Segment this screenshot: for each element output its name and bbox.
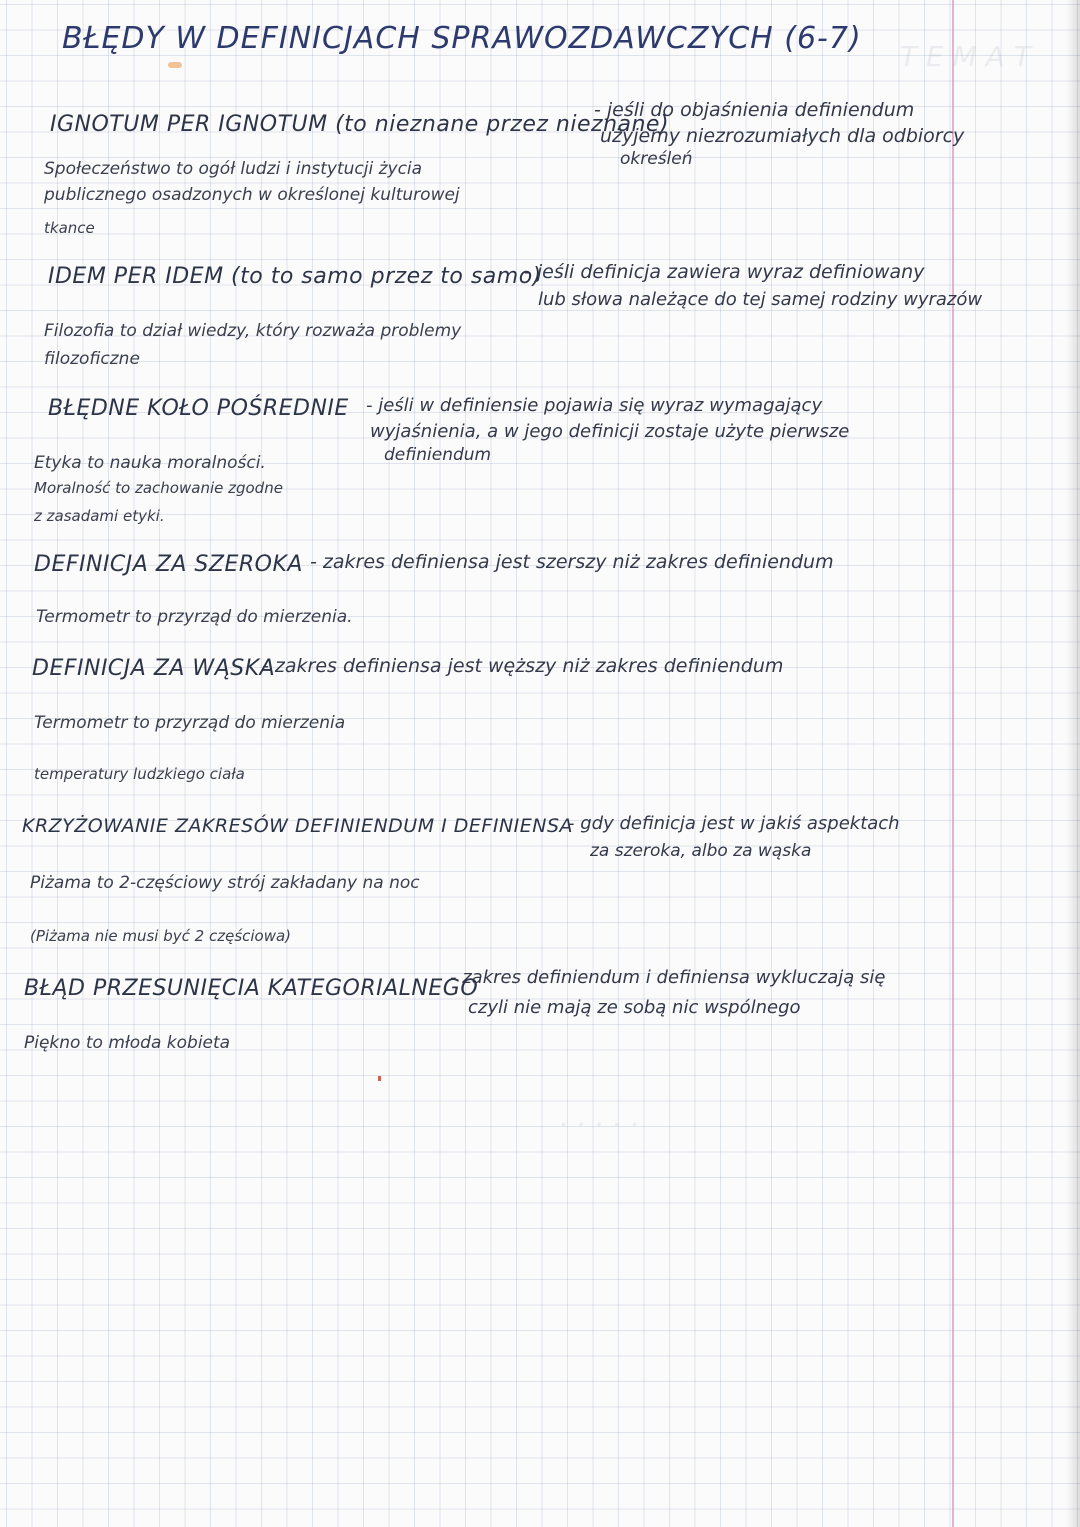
section-heading: BŁĄD PRZESUNIĘCIA KATEGORIALNEGO bbox=[24, 976, 479, 1001]
bleed-through: . . . . . bbox=[560, 1100, 641, 1133]
section-description: użyjemy niezrozumiałych dla odbiorcy bbox=[600, 125, 965, 147]
ink-mark bbox=[168, 62, 182, 68]
section-description: - jeśli definicja zawiera wyraz definiowany bbox=[524, 261, 925, 283]
section-description: - jeśli do objaśnienia definiendum bbox=[594, 99, 915, 121]
example-text: (Piżama nie musi być 2 częściowa) bbox=[30, 927, 292, 945]
example-text: publicznego osadzonych w określonej kulturowej bbox=[44, 185, 460, 205]
section-description: - zakres definiensa jest szerszy niż zakres definiendum bbox=[310, 551, 834, 573]
section-description: definiendum bbox=[384, 445, 492, 465]
ink-mark bbox=[378, 1076, 381, 1081]
section-heading: DEFINICJA ZA SZEROKA bbox=[34, 552, 303, 577]
section-description: czyli nie mają ze sobą nic wspólnego bbox=[468, 997, 801, 1018]
section-description: określeń bbox=[620, 149, 693, 169]
page-edge-shadow bbox=[1066, 0, 1080, 1527]
section-heading: DEFINICJA ZA WĄSKA bbox=[32, 656, 276, 681]
example-text: filozoficzne bbox=[44, 349, 140, 369]
section-description: - jeśli w definiensie pojawia się wyraz wymagający bbox=[366, 395, 823, 416]
page-title: BŁĘDY W DEFINICJACH SPRAWOZDAWCZYCH (6-7) bbox=[62, 21, 862, 56]
example-text: Termometr to przyrząd do mierzenia bbox=[34, 713, 346, 733]
example-text: Etyka to nauka moralności. bbox=[34, 453, 266, 473]
example-text: Piękno to młoda kobieta bbox=[24, 1033, 231, 1053]
example-text: Filozofia to dział wiedzy, który rozważa problemy bbox=[44, 321, 462, 341]
section-description: za szeroka, albo za wąska bbox=[590, 841, 812, 861]
section-description: lub słowa należące do tej samej rodziny wyrazów bbox=[538, 289, 983, 310]
example-text: Moralność to zachowanie zgodne bbox=[34, 479, 283, 497]
margin-line bbox=[952, 0, 954, 1527]
example-text: z zasadami etyki. bbox=[34, 507, 165, 525]
section-heading: IGNOTUM PER IGNOTUM (to nieznane przez nieznane) bbox=[50, 112, 670, 137]
section-description: - zakres definiendum i definiensa wykluczają się bbox=[450, 967, 886, 988]
example-text: Termometr to przyrząd do mierzenia. bbox=[36, 607, 353, 627]
section-description: wyjaśnienia, a w jego definicji zostaje użyte pierwsze bbox=[370, 421, 850, 442]
section-description: - zakres definiensa jest węższy niż zakres definiendum bbox=[262, 655, 784, 677]
section-heading: IDEM PER IDEM (to to samo przez to samo) bbox=[48, 264, 542, 289]
section-heading: BŁĘDNE KOŁO POŚREDNIE bbox=[48, 396, 349, 421]
example-text: Społeczeństwo to ogół ludzi i instytucji życia bbox=[44, 159, 423, 179]
example-text: Piżama to 2-częściowy strój zakładany na noc bbox=[30, 873, 420, 893]
section-heading: KRZYŻOWANIE ZAKRESÓW DEFINIENDUM I DEFINIENSA bbox=[22, 815, 574, 837]
example-text: temperatury ludzkiego ciała bbox=[34, 765, 245, 783]
example-text: tkance bbox=[44, 219, 95, 237]
bleed-through: T E M A T bbox=[900, 40, 1031, 73]
section-description: - gdy definicja jest w jakiś aspektach bbox=[568, 813, 900, 834]
